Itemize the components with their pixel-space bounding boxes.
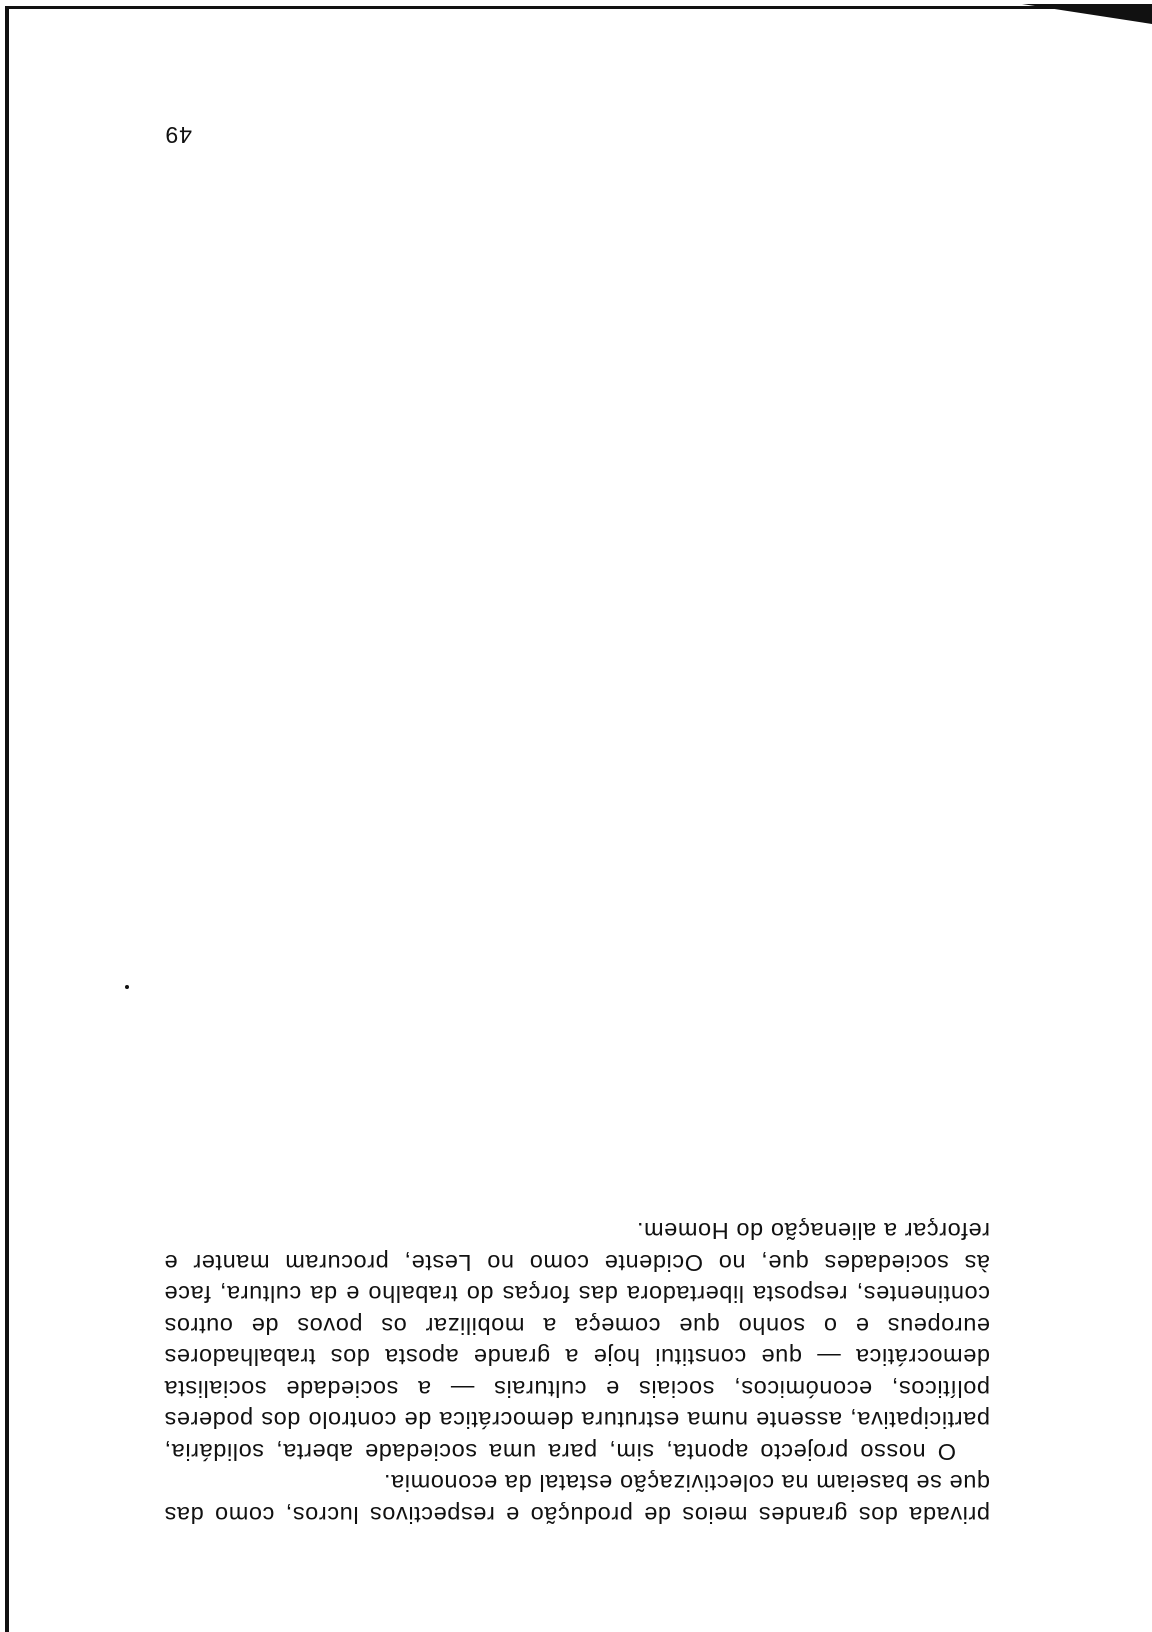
page-number: 49: [164, 122, 192, 148]
paragraph-1: privada dos grandes meios de produção e respectivos lucros, como das que se baseiam na colectivização estatal da economia.: [164, 1470, 990, 1528]
body-text: [164, 1215, 990, 1530]
paragraph-2: O nosso projecto aponta, sim, para uma sociedade aberta, solidária, participativa, assente numa estrutura democrática de controlo dos poderes políticos, económicos, sociais e culturais — a sociedade socialista democrática — que constitui hoje a grande aposta dos trabalhadores europeus e o sonho que começa a mobilizar os povos de outros continentes, resposta libertadora das forças do trabalho e da cultura, face às sociedades que, no Ocidente como no Leste, procuram manter e reforçar a alienação do Homem.: [164, 1218, 990, 1465]
